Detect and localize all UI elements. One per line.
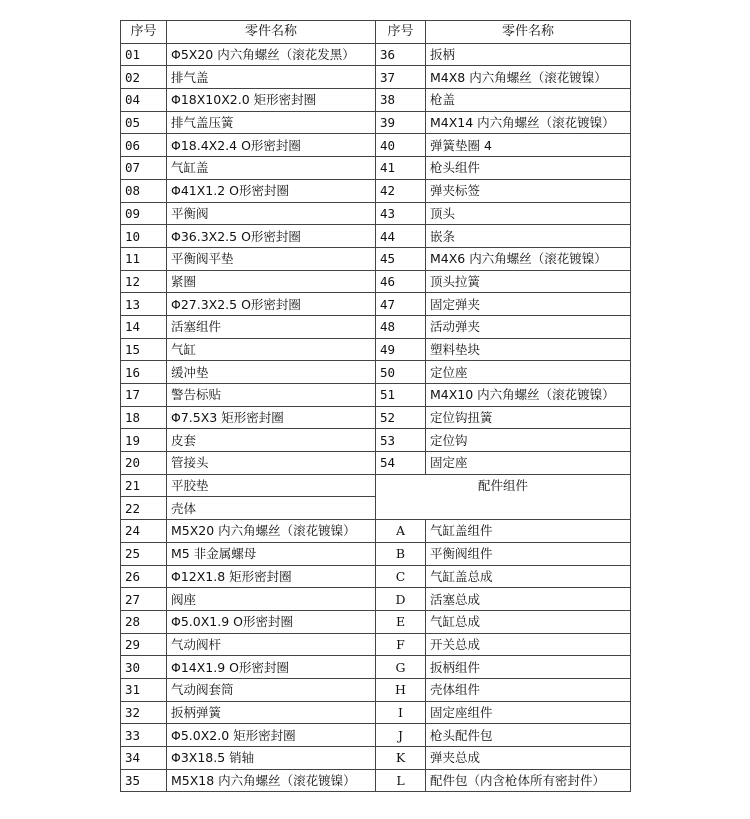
part-name: M5 非金属螺母 — [167, 542, 376, 565]
accessory-name: 扳柄组件 — [426, 656, 631, 679]
part-name: 枪盖 — [426, 89, 631, 112]
part-number: 44 — [376, 225, 426, 248]
part-number: 49 — [376, 338, 426, 361]
part-number: 40 — [376, 134, 426, 157]
header-row — [121, 21, 631, 44]
part-name: Φ27.3X2.5 O形密封圈 — [167, 293, 376, 316]
part-name: 顶头拉簧 — [426, 270, 631, 293]
part-number: 36 — [376, 43, 426, 66]
part-number: 16 — [121, 361, 167, 384]
part-name: 缓冲垫 — [167, 361, 376, 384]
header-no: 序号 — [121, 21, 167, 44]
part-name: Φ5.0X2.0 矩形密封圈 — [167, 724, 376, 747]
part-number: 47 — [376, 293, 426, 316]
part-name: 弹簧垫圈 4 — [426, 134, 631, 157]
accessory-name: 固定座组件 — [426, 701, 631, 724]
table-row — [121, 701, 631, 724]
part-name: M4X6 内六角螺丝（滚花镀镍） — [426, 247, 631, 270]
part-name: Φ7.5X3 矩形密封圈 — [167, 406, 376, 429]
part-number: 08 — [121, 179, 167, 202]
part-name: 定位钩 — [426, 429, 631, 452]
part-name: 气动阀杆 — [167, 633, 376, 656]
table-row — [121, 429, 631, 452]
table-row — [121, 406, 631, 429]
table-row — [121, 542, 631, 565]
part-number: 06 — [121, 134, 167, 157]
part-name: M4X14 内六角螺丝（滚花镀镍） — [426, 111, 631, 134]
part-number: 42 — [376, 179, 426, 202]
part-number: 43 — [376, 202, 426, 225]
accessory-name: 弹夹总成 — [426, 747, 631, 770]
part-number: 46 — [376, 270, 426, 293]
part-name: 排气盖 — [167, 66, 376, 89]
part-name: 气动阀套筒 — [167, 678, 376, 701]
part-name: Φ12X1.8 矩形密封圈 — [167, 565, 376, 588]
table-row — [121, 270, 631, 293]
part-name: 气缸盖 — [167, 157, 376, 180]
accessory-name: 气缸盖组件 — [426, 520, 631, 543]
table-row — [121, 43, 631, 66]
part-number: 41 — [376, 157, 426, 180]
accessory-code: F — [376, 633, 426, 656]
accessory-code: B — [376, 542, 426, 565]
part-name: Φ14X1.9 O形密封圈 — [167, 656, 376, 679]
part-name: 气缸 — [167, 338, 376, 361]
table-row — [121, 293, 631, 316]
part-name: 扳柄 — [426, 43, 631, 66]
part-name: 弹夹标签 — [426, 179, 631, 202]
accessory-code: H — [376, 678, 426, 701]
part-name: M4X8 内六角螺丝（滚花镀镍） — [426, 66, 631, 89]
part-number: 19 — [121, 429, 167, 452]
table-row — [121, 588, 631, 611]
table-row — [121, 338, 631, 361]
part-name: 顶头 — [426, 202, 631, 225]
accessory-name: 枪头配件包 — [426, 724, 631, 747]
accessory-code: E — [376, 610, 426, 633]
table-row — [121, 225, 631, 248]
part-number: 38 — [376, 89, 426, 112]
parts-table-body — [121, 21, 631, 792]
table-row — [121, 361, 631, 384]
part-number: 51 — [376, 384, 426, 407]
part-number: 34 — [121, 747, 167, 770]
part-name: M5X18 内六角螺丝（滚花镀镍） — [167, 769, 376, 792]
part-number: 29 — [121, 633, 167, 656]
part-number: 22 — [121, 497, 167, 520]
part-number: 27 — [121, 588, 167, 611]
part-name: 管接头 — [167, 452, 376, 475]
part-name: 定位钩扭簧 — [426, 406, 631, 429]
part-number: 15 — [121, 338, 167, 361]
part-name: 紧圈 — [167, 270, 376, 293]
part-name: M5X20 内六角螺丝（滚花镀镍） — [167, 520, 376, 543]
part-number: 30 — [121, 656, 167, 679]
part-name: Φ41X1.2 O形密封圈 — [167, 179, 376, 202]
part-name: Φ5X20 内六角螺丝（滚花发黑） — [167, 43, 376, 66]
accessory-name: 开关总成 — [426, 633, 631, 656]
part-number: 02 — [121, 66, 167, 89]
part-number: 52 — [376, 406, 426, 429]
table-row — [121, 633, 631, 656]
table-row — [121, 111, 631, 134]
accessory-name: 平衡阀组件 — [426, 542, 631, 565]
part-number: 31 — [121, 678, 167, 701]
part-name: 塑料垫块 — [426, 338, 631, 361]
part-number: 39 — [376, 111, 426, 134]
accessory-code: A — [376, 520, 426, 543]
table-row — [121, 157, 631, 180]
part-name: Φ18.4X2.4 O形密封圈 — [167, 134, 376, 157]
accessory-code: I — [376, 701, 426, 724]
part-name: 活动弹夹 — [426, 315, 631, 338]
part-name: Φ36.3X2.5 O形密封圈 — [167, 225, 376, 248]
table-row — [121, 179, 631, 202]
part-number: 28 — [121, 610, 167, 633]
accessory-code: J — [376, 724, 426, 747]
parts-table — [120, 20, 631, 792]
part-name: 阀座 — [167, 588, 376, 611]
part-name: 警告标贴 — [167, 384, 376, 407]
accessory-code: L — [376, 769, 426, 792]
part-name: 平衡阀平垫 — [167, 247, 376, 270]
part-number: 12 — [121, 270, 167, 293]
accessories-heading: 配件组件 — [376, 474, 631, 519]
table-row — [121, 89, 631, 112]
part-number: 32 — [121, 701, 167, 724]
accessory-name: 配件包（内含枪体所有密封件） — [426, 769, 631, 792]
part-name: Φ18X10X2.0 矩形密封圈 — [167, 89, 376, 112]
part-number: 13 — [121, 293, 167, 316]
part-name: 平胶垫 — [167, 474, 376, 497]
table-row — [121, 452, 631, 475]
part-number: 11 — [121, 247, 167, 270]
part-name: 固定座 — [426, 452, 631, 475]
part-number: 01 — [121, 43, 167, 66]
part-number: 37 — [376, 66, 426, 89]
table-row — [121, 134, 631, 157]
header-part-name: 零件名称 — [167, 21, 376, 44]
part-number: 53 — [376, 429, 426, 452]
table-row — [121, 656, 631, 679]
table-row — [121, 769, 631, 792]
part-name: 枪头组件 — [426, 157, 631, 180]
part-number: 33 — [121, 724, 167, 747]
part-number: 25 — [121, 542, 167, 565]
accessory-code: K — [376, 747, 426, 770]
table-row — [121, 520, 631, 543]
accessory-code: C — [376, 565, 426, 588]
part-number: 18 — [121, 406, 167, 429]
table-row — [121, 610, 631, 633]
table-row — [121, 724, 631, 747]
accessory-name: 气缸总成 — [426, 610, 631, 633]
part-number: 07 — [121, 157, 167, 180]
part-number: 26 — [121, 565, 167, 588]
part-number: 35 — [121, 769, 167, 792]
table-row — [121, 747, 631, 770]
part-number: 45 — [376, 247, 426, 270]
part-number: 17 — [121, 384, 167, 407]
part-name: 固定弹夹 — [426, 293, 631, 316]
part-number: 05 — [121, 111, 167, 134]
part-number: 54 — [376, 452, 426, 475]
accessory-name: 气缸盖总成 — [426, 565, 631, 588]
part-number: 14 — [121, 315, 167, 338]
table-row — [121, 474, 631, 497]
part-name: 皮套 — [167, 429, 376, 452]
part-number: 09 — [121, 202, 167, 225]
part-number: 21 — [121, 474, 167, 497]
header-part-name: 零件名称 — [426, 21, 631, 44]
part-name: M4X10 内六角螺丝（滚花镀镍） — [426, 384, 631, 407]
table-row — [121, 66, 631, 89]
accessory-name: 活塞总成 — [426, 588, 631, 611]
part-name: Φ3X18.5 销轴 — [167, 747, 376, 770]
table-row — [121, 247, 631, 270]
accessory-name: 壳体组件 — [426, 678, 631, 701]
part-name: 平衡阀 — [167, 202, 376, 225]
accessory-code: G — [376, 656, 426, 679]
table-row — [121, 384, 631, 407]
table-row — [121, 678, 631, 701]
table-row — [121, 202, 631, 225]
part-name: 扳柄弹簧 — [167, 701, 376, 724]
header-no: 序号 — [376, 21, 426, 44]
part-name: 活塞组件 — [167, 315, 376, 338]
part-name: 嵌条 — [426, 225, 631, 248]
part-number: 04 — [121, 89, 167, 112]
part-number: 50 — [376, 361, 426, 384]
part-number: 48 — [376, 315, 426, 338]
part-name: 壳体 — [167, 497, 376, 520]
part-number: 20 — [121, 452, 167, 475]
accessory-code: D — [376, 588, 426, 611]
part-number: 24 — [121, 520, 167, 543]
table-row — [121, 565, 631, 588]
part-name: 排气盖压簧 — [167, 111, 376, 134]
part-name: 定位座 — [426, 361, 631, 384]
part-number: 10 — [121, 225, 167, 248]
table-row — [121, 315, 631, 338]
part-name: Φ5.0X1.9 O形密封圈 — [167, 610, 376, 633]
